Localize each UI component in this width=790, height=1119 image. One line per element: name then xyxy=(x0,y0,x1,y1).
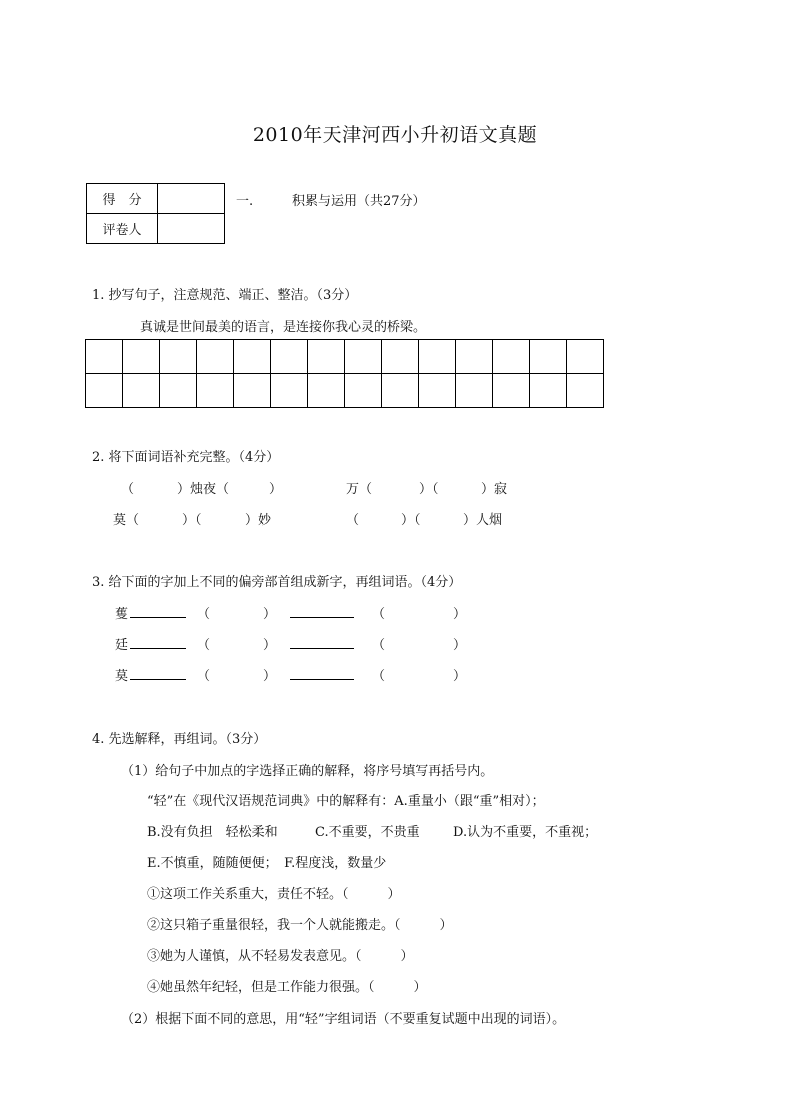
q4-def-option: D.认为不重要，不重视； xyxy=(453,825,598,840)
grid-cell xyxy=(567,340,604,374)
grid-cell xyxy=(456,340,493,374)
q3-paren: ） xyxy=(453,607,467,622)
q3-paren: （ xyxy=(372,607,386,622)
q2-blank-part: ）（ xyxy=(419,482,439,497)
q3-word-blank xyxy=(290,634,354,649)
q4-item: ①这项工作关系重大，责任不轻。（ ） xyxy=(147,887,401,902)
grid-cell xyxy=(419,374,456,408)
q3-char-blank xyxy=(130,634,186,649)
q3-word-blank xyxy=(290,603,354,618)
q2-blank-part: ）（ xyxy=(182,513,202,528)
grid-cell xyxy=(308,340,345,374)
grid-cell xyxy=(345,374,382,408)
score-blank xyxy=(158,184,225,214)
page-title: 2010年天津河西小升初语文真题 xyxy=(252,124,538,146)
q3-char-blank xyxy=(130,665,186,680)
q2-stem: 2. 将下面词语补充完整。（4分） xyxy=(92,450,280,465)
q3-paren: ） xyxy=(453,669,467,684)
q3-char: 莫 xyxy=(115,669,129,684)
q4-def-line3: E.不慎重，随随便便； F.程度浅，数量少 xyxy=(147,856,387,871)
grid-cell xyxy=(567,374,604,408)
q3-paren: （ xyxy=(197,607,211,622)
grid-cell xyxy=(86,374,123,408)
grid-row xyxy=(86,340,604,374)
grid-cell xyxy=(456,374,493,408)
grid-cell xyxy=(234,374,271,408)
grid-cell xyxy=(308,374,345,408)
q3-paren: （ xyxy=(197,638,211,653)
q4-sub2: （2）根据下面不同的意思，用“轻”字组词语（不要重复试题中出现的词语）。 xyxy=(121,1012,566,1027)
q4-def-option: C.不重要，不贵重 xyxy=(315,825,420,840)
grid-cell xyxy=(530,340,567,374)
grid-cell xyxy=(419,340,456,374)
q4-item: ③她为人谨慎，从不轻易发表意见。（ ） xyxy=(147,949,414,964)
grader-label: 评卷人 xyxy=(87,214,158,244)
grid-cell xyxy=(86,340,123,374)
q3-paren: ） xyxy=(263,607,277,622)
q3-paren: （ xyxy=(197,669,211,684)
grid-cell xyxy=(493,374,530,408)
grid-cell xyxy=(160,374,197,408)
grader-blank xyxy=(158,214,225,244)
copy-grid xyxy=(85,339,604,408)
grid-cell xyxy=(493,340,530,374)
q2-blank-part: ）（ xyxy=(401,513,421,528)
q3-char: 廷 xyxy=(115,638,129,653)
q2-blank-part: ）烛夜（ xyxy=(177,482,230,497)
score-box xyxy=(86,183,225,244)
grid-cell xyxy=(271,374,308,408)
grid-cell xyxy=(530,374,567,408)
q3-paren: ） xyxy=(453,638,467,653)
section-title: 积累与运用（共27分） xyxy=(292,194,426,209)
q4-item: ②这只箱子重量很轻，我一个人就能搬走。（ ） xyxy=(147,918,453,933)
grid-cell xyxy=(382,374,419,408)
q2-blank-part: 莫（ xyxy=(113,513,140,528)
q1-sentence: 真诚是世间最美的语言，是连接你我心灵的桥梁。 xyxy=(140,320,427,335)
q2-blank-part: （ xyxy=(346,513,360,528)
q4-def-line1: “轻”在《现代汉语规范词典》中的解释有：A.重量小（跟“重”相对）； xyxy=(147,794,545,809)
q4-stem: 4. 先选解释，再组词。（3分） xyxy=(92,732,267,747)
q3-paren: （ xyxy=(372,669,386,684)
grid-cell xyxy=(271,340,308,374)
score-label: 得 分 xyxy=(87,184,158,214)
q3-char-blank xyxy=(130,603,186,618)
q3-paren: ） xyxy=(263,638,277,653)
q2-blank-part: ） xyxy=(269,482,283,497)
q1-stem: 1. 抄写句子，注意规范、端正、整洁。（3分） xyxy=(92,288,358,303)
grid-cell xyxy=(197,340,234,374)
section-number: 一. xyxy=(236,194,254,209)
q3-paren: ） xyxy=(263,669,277,684)
grid-cell xyxy=(197,374,234,408)
q3-char: 蒦 xyxy=(115,607,129,622)
q4-item: ④她虽然年纪轻，但是工作能力很强。（ ） xyxy=(147,980,427,995)
q2-blank-part: ）妙 xyxy=(245,513,272,528)
grid-cell xyxy=(382,340,419,374)
grid-cell xyxy=(160,340,197,374)
q3-word-blank xyxy=(290,665,354,680)
grid-cell xyxy=(234,340,271,374)
grid-cell xyxy=(123,374,160,408)
q4-sub1: （1）给句子中加点的字选择正确的解释，将序号填写再括号内。 xyxy=(121,764,494,779)
q2-blank-part: 万（ xyxy=(346,482,373,497)
q3-paren: （ xyxy=(372,638,386,653)
q2-blank-part: （ xyxy=(121,482,135,497)
q4-def-option: B.没有负担 轻松柔和 xyxy=(147,825,278,840)
grid-cell xyxy=(123,340,160,374)
q2-blank-part: ）人烟 xyxy=(463,513,503,528)
q3-stem: 3. 给下面的字加上不同的偏旁部首组成新字，再组词语。（4分） xyxy=(92,575,462,590)
grid-row xyxy=(86,374,604,408)
grid-cell xyxy=(345,340,382,374)
q2-blank-part: ）寂 xyxy=(481,482,508,497)
